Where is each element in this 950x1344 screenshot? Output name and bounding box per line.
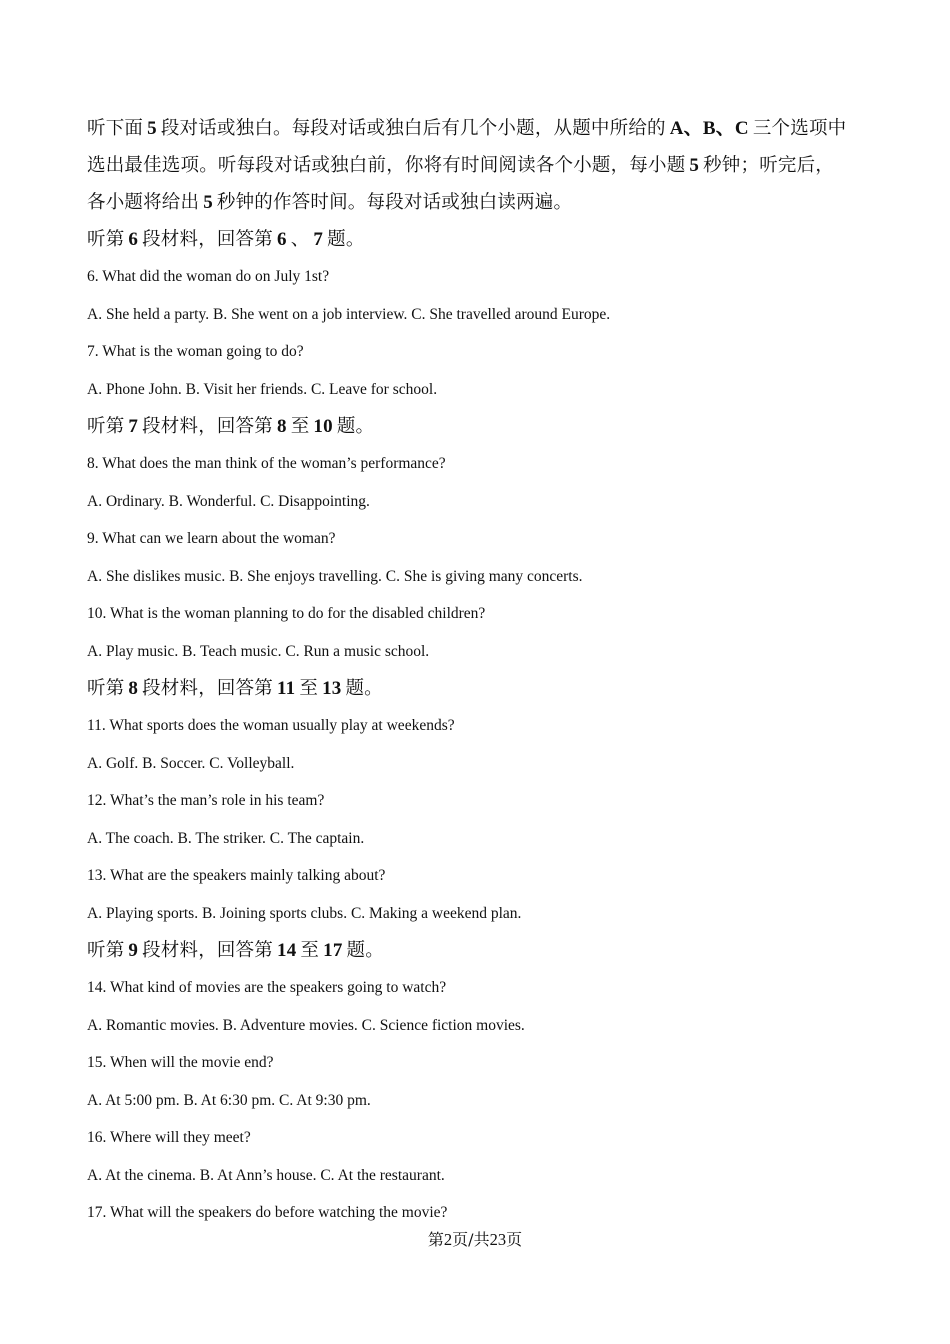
question-options: A. Playing sports. B. Joining sports clubs. C. Making a weekend plan. xyxy=(87,904,522,922)
footer-text: 页 xyxy=(506,1230,523,1249)
question-text: 17. What will the speakers do before watching the movie? xyxy=(87,1204,448,1221)
question-text: 6. What did the woman do on July 1st? xyxy=(87,268,330,285)
question-text: 7. What is the woman going to do? xyxy=(87,343,304,360)
question-options: A. At the cinema. B. At Ann’s house. C. At the restaurant. xyxy=(87,1166,445,1184)
question-options: A. The coach. B. The striker. C. The captain. xyxy=(87,829,365,847)
question-options: A. She dislikes music. B. She enjoys travelling. C. She is giving many concerts. xyxy=(87,567,583,585)
footer-text: 页/共 xyxy=(452,1230,490,1249)
section-header: 听第 6 段材料，回答第 6 、 7 题。 xyxy=(87,229,365,250)
question-options: A. Romantic movies. B. Adventure movies. C. Science fiction movies. xyxy=(87,1016,525,1034)
question-text: 14. What kind of movies are the speakers going to watch? xyxy=(87,979,447,996)
question-options: A. Phone John. B. Visit her friends. C. Leave for school. xyxy=(87,380,438,398)
instruction-line-1 xyxy=(87,110,887,147)
question-text: 16. Where will they meet? xyxy=(87,1129,251,1146)
instruction-line-2 xyxy=(87,147,887,184)
question-text: 12. What’s the man’s role in his team? xyxy=(87,792,325,809)
instruction-text: 秒钟；听完后， xyxy=(703,155,835,176)
instruction-text: 选出最佳选项。听每段对话或独白前，你将有时间阅读各个小题，每小题 xyxy=(87,155,686,176)
page-footer xyxy=(0,1227,950,1250)
instruction-text: 段对话或独白。每段对话或独白后有几个小题，从题中所给的 xyxy=(160,118,666,139)
question-options: A. She held a party. B. She went on a job interview. C. She travelled around Europe. xyxy=(87,305,611,323)
instruction-number: 5 xyxy=(203,192,213,213)
instruction-number: 5 xyxy=(689,155,700,176)
page-content xyxy=(87,110,887,1232)
page-number: 2 xyxy=(443,1230,453,1249)
question-options: A. At 5:00 pm. B. At 6:30 pm. C. At 9:30 pm. xyxy=(87,1091,371,1109)
instruction-line-3 xyxy=(87,184,887,221)
question-options: A. Play music. B. Teach music. C. Run a music school. xyxy=(87,642,430,660)
instruction-text: 秒钟的作答时间。每段对话或独白读两遍。 xyxy=(216,192,573,213)
instruction-number: 5 xyxy=(147,118,157,139)
question-text: 10. What is the woman planning to do for the disabled children? xyxy=(87,605,486,622)
section-header: 听第 9 段材料，回答第 14 至 17 题。 xyxy=(87,940,384,961)
page-total: 23 xyxy=(489,1230,507,1249)
footer-text: 第 xyxy=(427,1230,444,1249)
section-header: 听第 8 段材料，回答第 11 至 13 题。 xyxy=(87,678,383,699)
question-text: 15. When will the movie end? xyxy=(87,1054,274,1071)
instruction-text: 听下面 xyxy=(87,118,144,139)
question-text: 8. What does the man think of the woman’s performance? xyxy=(87,455,446,472)
instruction-text: 三个选项中 xyxy=(752,118,847,139)
section-header: 听第 7 段材料，回答第 8 至 10 题。 xyxy=(87,416,375,437)
question-options: A. Golf. B. Soccer. C. Volleyball. xyxy=(87,754,295,772)
question-options: A. Ordinary. B. Wonderful. C. Disappointing. xyxy=(87,492,370,510)
question-text: 9. What can we learn about the woman? xyxy=(87,530,336,547)
instruction-text: 各小题将给出 xyxy=(87,192,200,213)
instruction-options-letters: A、B、C xyxy=(669,118,749,139)
question-text: 11. What sports does the woman usually play at weekends? xyxy=(87,717,455,734)
question-text: 13. What are the speakers mainly talking about? xyxy=(87,867,386,884)
